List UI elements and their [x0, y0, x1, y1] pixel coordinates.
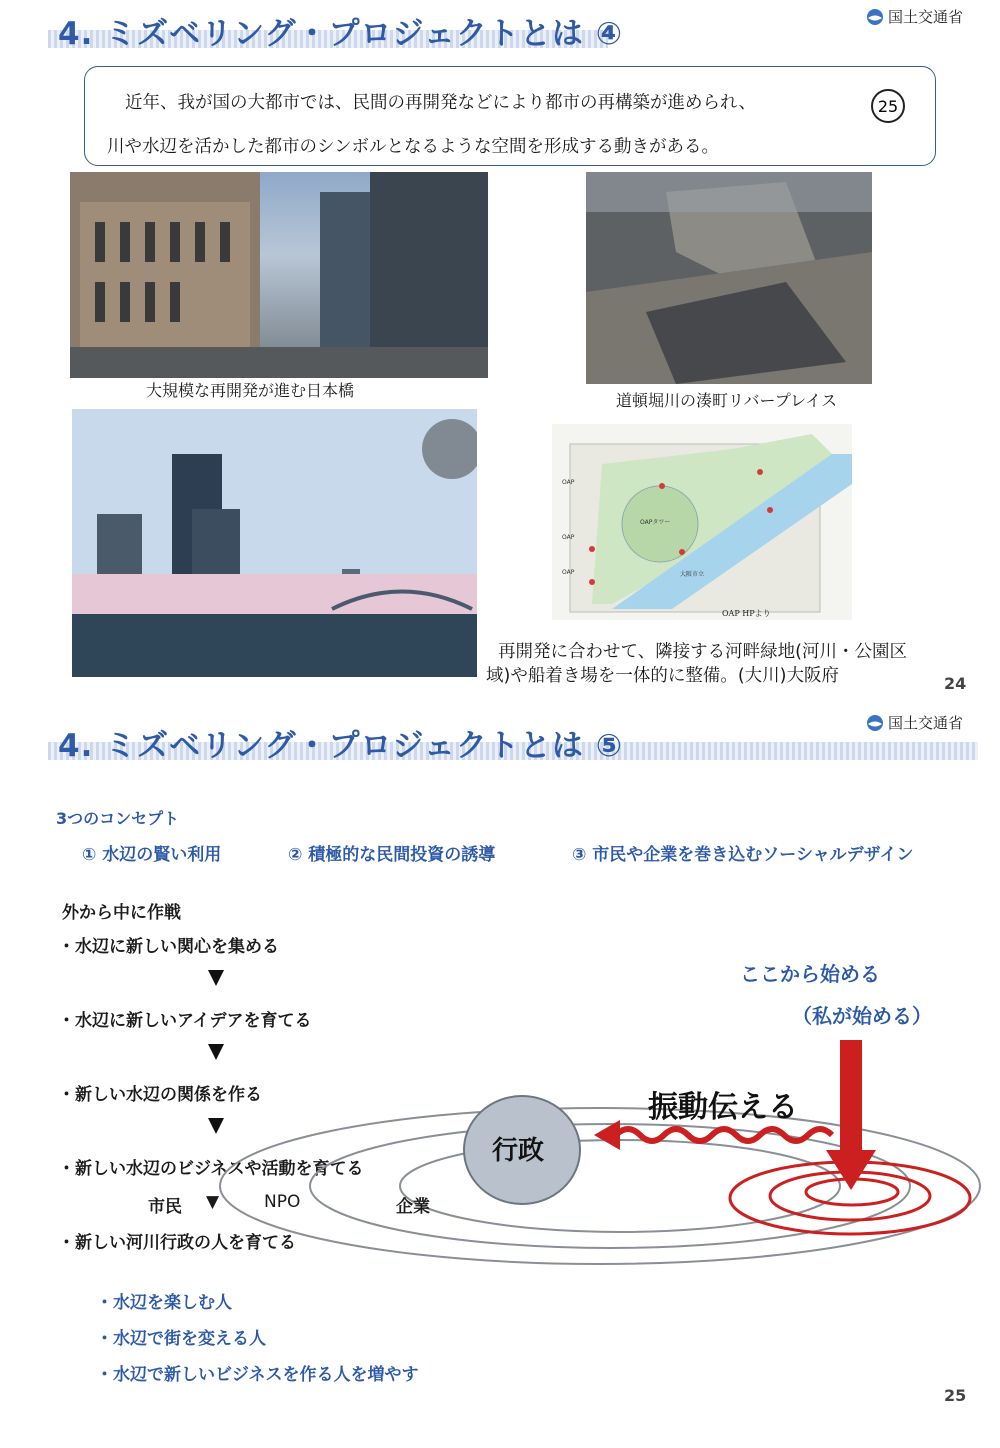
ministry-name: 国土交通省 — [888, 714, 964, 732]
map-credit: OAP HPより — [722, 609, 771, 618]
ministry-name: 国土交通省 — [888, 8, 964, 26]
page-title: 4. ミズベリング・プロジェクトとは ⑤ — [58, 728, 623, 764]
down-arrow-icon — [208, 970, 224, 986]
svg-text:OAPタワー: OAPタワー — [640, 519, 671, 526]
handwritten-number — [868, 86, 908, 126]
caption-dotonbori: 道頓堀川の湊町リバープレイス — [616, 391, 838, 410]
step-3: ・新しい水辺の関係を作る — [58, 1085, 262, 1105]
intro-box — [84, 66, 936, 166]
page-title: 4. ミズベリング・プロジェクトとは ④ — [58, 16, 623, 52]
svg-text:25: 25 — [877, 97, 899, 116]
gov-label: 行政 — [492, 1136, 545, 1166]
ministry-label — [866, 6, 963, 27]
photo-okawa-river — [72, 409, 477, 677]
intro-line-2: 川や水辺を活かした都市のシンボルとなるような空間を形成する動きがある。 — [107, 137, 720, 157]
concept-2: ② 積極的な民間投資の誘導 — [288, 845, 496, 865]
description-line-2: 域)や船着き場を一体的に整備。(大川)大阪府 — [486, 666, 839, 686]
actor-npo: NPO — [264, 1192, 301, 1212]
actor-companies: 企業 — [396, 1197, 430, 1217]
step-2: ・水辺に新しいアイデアを育てる — [58, 1011, 312, 1031]
ministry-label — [866, 712, 963, 733]
people-3: ・水辺で新しいビジネスを作る人を増やす — [96, 1365, 419, 1385]
people-1: ・水辺を楽しむ人 — [96, 1293, 232, 1313]
ministry-logo-icon — [866, 8, 884, 26]
intro-line-1: 近年、我が国の大都市では、民間の再開発などにより都市の再構築が進められ、 — [125, 93, 757, 113]
concept-3: ③ 市民や企業を巻き込むソーシャルデザイン — [572, 845, 914, 865]
page-number: 25 — [944, 1386, 967, 1405]
step-4: ・新しい水辺のビジネスや活動を育てる — [58, 1159, 364, 1179]
strategy-heading: 外から中に作戦 — [62, 903, 181, 923]
ministry-logo-icon — [866, 714, 884, 732]
svg-text:OAP: OAP — [562, 479, 575, 486]
photo-dotonbori — [586, 172, 872, 384]
photo-nihonbashi — [70, 172, 488, 378]
svg-text:OAP: OAP — [562, 569, 575, 576]
red-down-arrow-icon — [826, 1150, 876, 1190]
start-me-label: （私が始める） — [792, 1004, 932, 1028]
map-oap — [552, 424, 852, 620]
description-line-1: 再開発に合わせて、隣接する河畔緑地(河川・公園区 — [498, 642, 907, 662]
svg-text:OAP: OAP — [562, 534, 575, 541]
page-number: 24 — [944, 674, 967, 693]
people-2: ・水辺で街を変える人 — [96, 1329, 266, 1349]
concepts-heading: 3つのコンセプト — [56, 809, 180, 828]
actor-arrow: ▼ — [206, 1192, 220, 1212]
svg-text:大阪市立: 大阪市立 — [680, 571, 705, 578]
step-5: ・新しい河川行政の人を育てる — [58, 1233, 296, 1253]
caption-nihonbashi: 大規模な再開発が進む日本橋 — [146, 381, 355, 400]
start-here-label: ここから始める — [740, 962, 880, 986]
concept-1: ① 水辺の賢い利用 — [82, 845, 222, 865]
vibration-label: 振動伝える — [648, 1090, 798, 1125]
step-1: ・水辺に新しい関心を集める — [58, 937, 279, 957]
actor-citizens: 市民 — [148, 1197, 182, 1217]
